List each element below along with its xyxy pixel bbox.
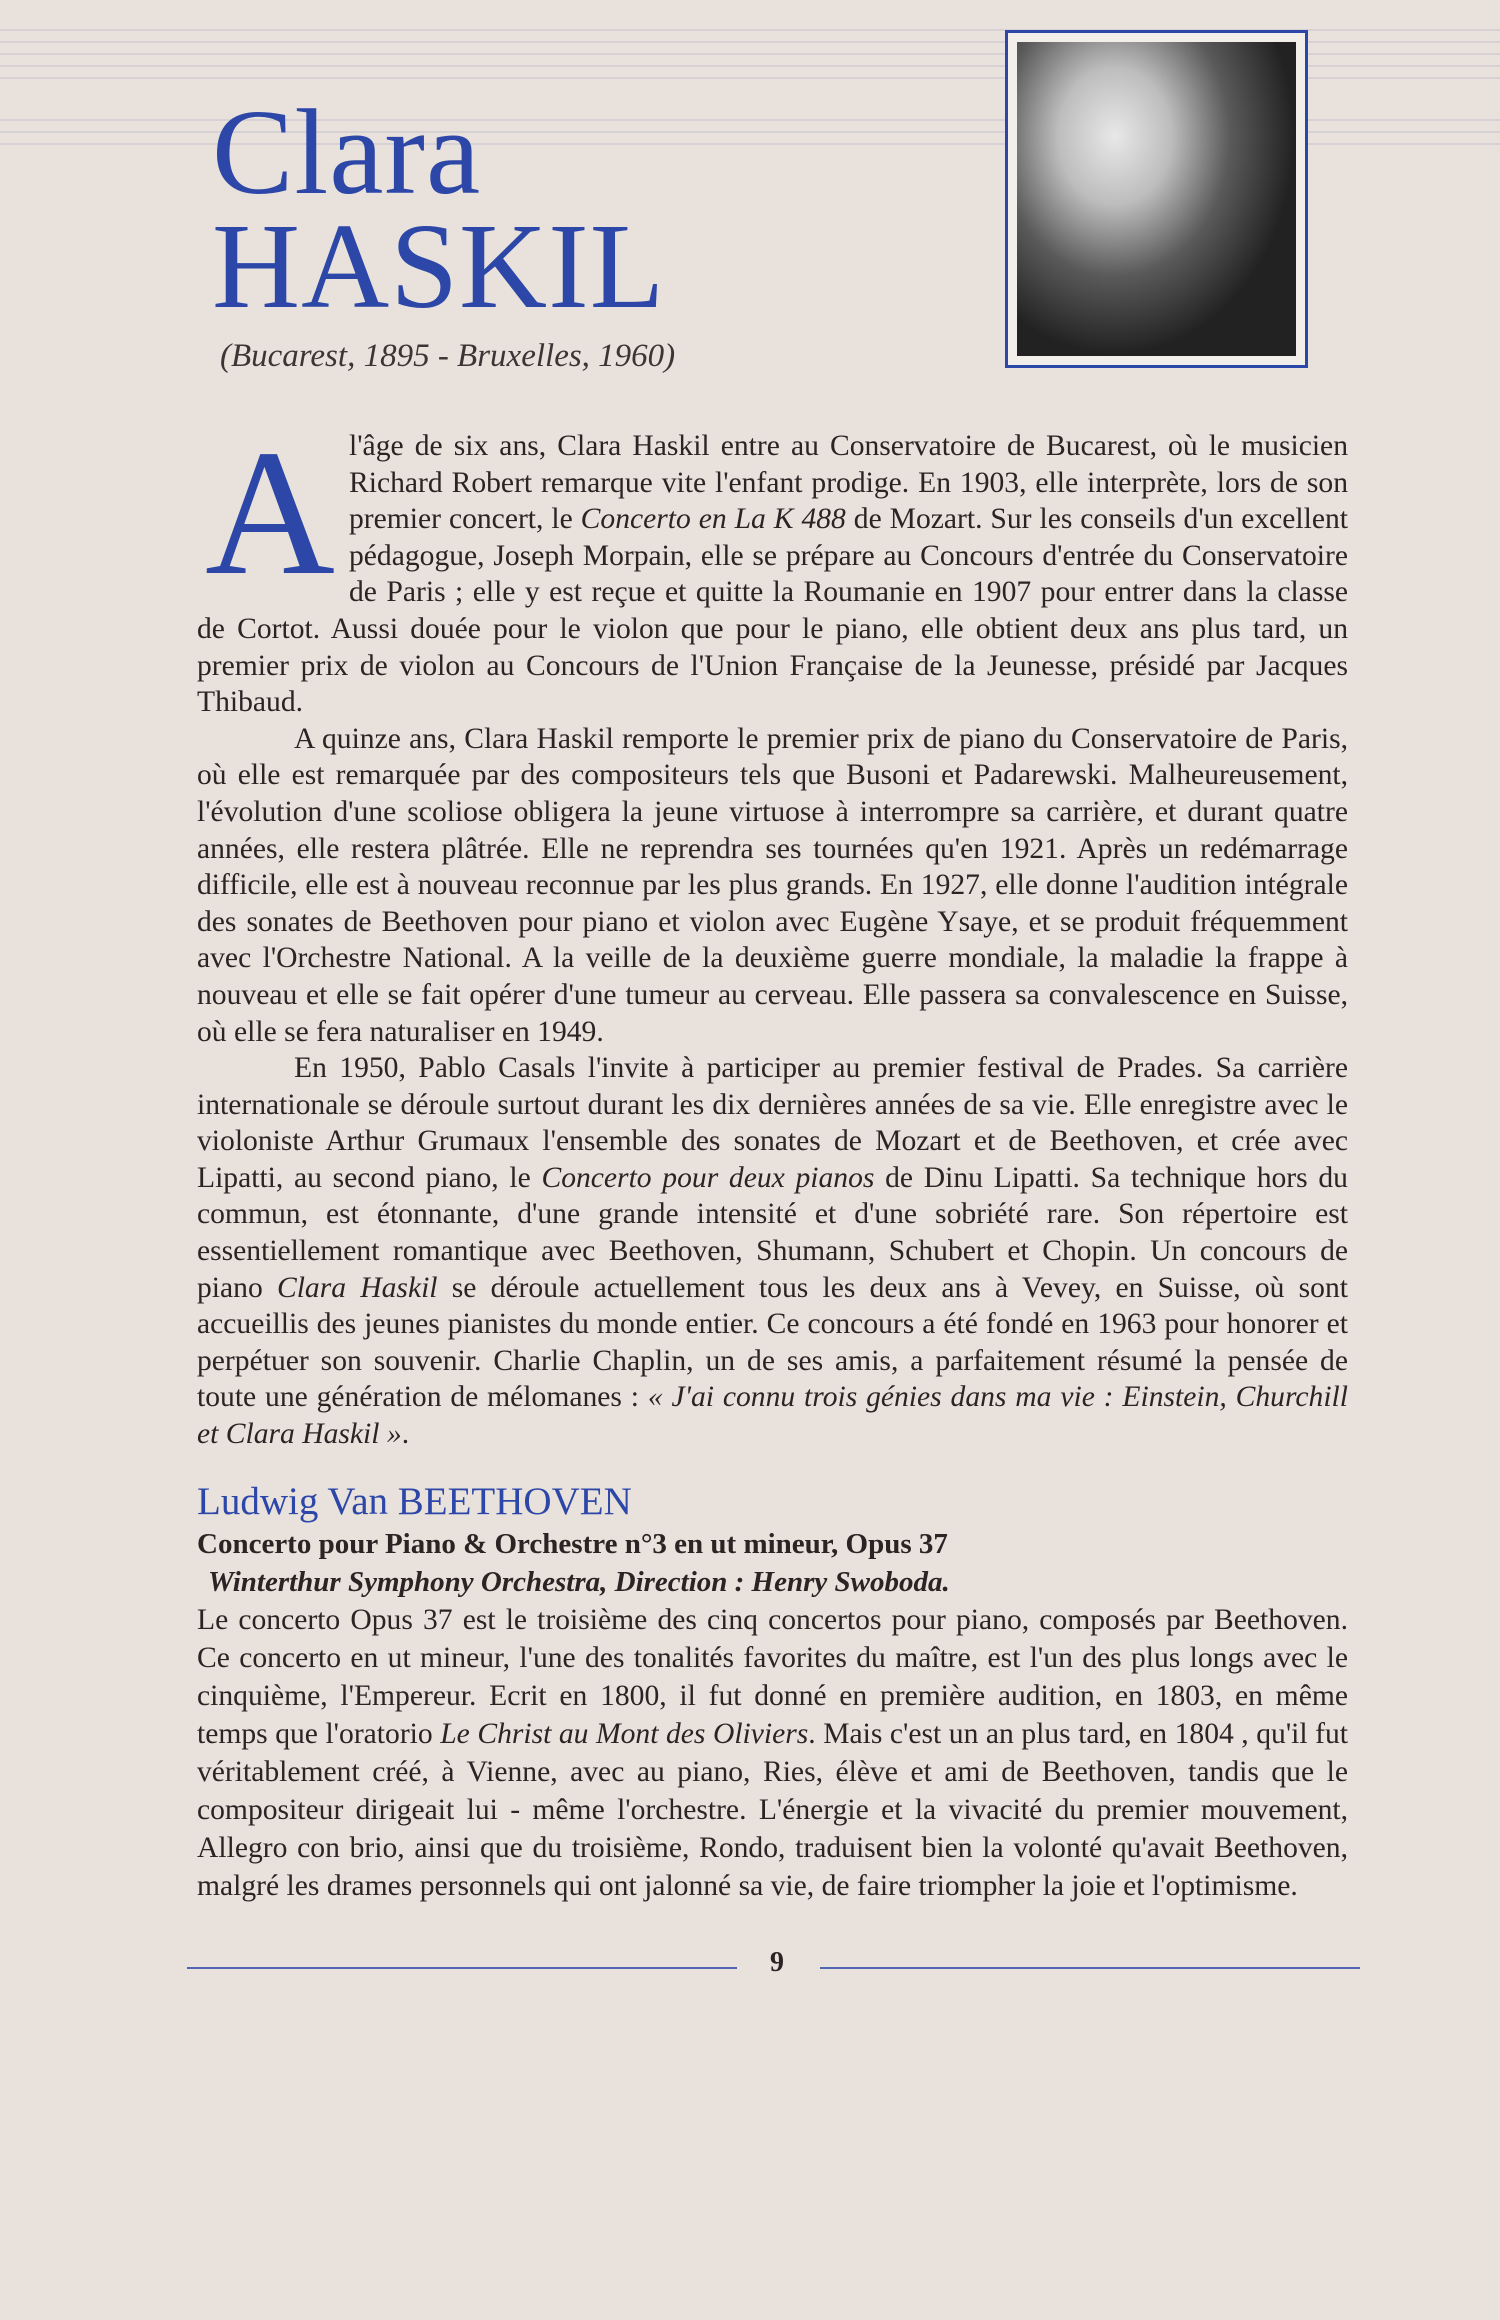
work-description xyxy=(197,1601,1348,1905)
main-column xyxy=(197,413,1348,2019)
footer-rule-left xyxy=(187,1967,737,1969)
composer-heading: Ludwig Van BEETHOVEN xyxy=(197,1479,632,1523)
bio-paragraph-2: A quinze ans, Clara Haskil remporte le premier prix de piano du Conservatoire de Paris, où elle est remarquée par des compositeurs tels que Busoni et Padarewski. Malheureusement, l'évolution d'une scoliose obligera la jeune virtuose à interrompre sa carrière, et durant quatre années, elle restera plâtrée. Elle ne reprendra ses tournées qu'en 1921. Après un redémarrage difficile, elle est à nouveau reconnue par les plus grands. En 1927, elle donne l'audition intégrale des sonates de Beethoven pour piano et violon avec Eugène Ysaye, et se produit fréquemment avec l'Orchestre National. A la veille de la deuxième guerre mondiale, la maladie la frappe à nouveau et elle se fait opérer d'une tumeur au cerveau. Elle passera sa convalescence en Suisse, où elle se fera naturaliser en 1949. xyxy=(197,722,1348,1048)
bio-paragraph-1 xyxy=(197,413,1348,721)
page-footer xyxy=(197,1945,1348,2019)
birth-death-dates: (Bucarest, 1895 - Bruxelles, 1960) xyxy=(220,338,676,374)
performers: Winterthur Symphony Orchestra, Direction : Henry Swoboda. xyxy=(208,1565,950,1598)
work-title: Concerto pour deux pianos xyxy=(541,1161,875,1194)
text: . Mais c'est un an plus tard, en 1804 , qu'il fut véritablement créé, à Vienne, avec au piano, Ries, élève et ami de Beethoven, tandis que le compositeur dirigeait lui - même l'orchestre. L'énergie et la vivacité du premier mouvement, Allegro con brio, ainsi que du troisième, Rondo, traduisent bien la volonté qu'avait Beethoven, malgré les drames personnels qui ont jalonné sa vie, de faire triompher la joie et l'optimisme. xyxy=(197,1717,1348,1902)
work-title-heading: Concerto pour Piano & Orchestre n°3 en ut mineur, Opus 37 xyxy=(197,1527,948,1560)
work-title: Concerto en La K 488 xyxy=(580,503,846,536)
bio-paragraph-3 xyxy=(197,1050,1348,1453)
title-last-name: HASKIL xyxy=(212,199,666,334)
title-first-name: Clara xyxy=(212,85,482,220)
portrait-photo xyxy=(1005,30,1308,368)
text: de Mozart. Sur les conseils d'un excellent pédagogue, Joseph Morpain, elle se prépare au Concours d'entrée du Conservatoire de Paris ; elle y est reçue et quitte la Roumanie en 1907 pour entrer dans la classe de Cortot. Aussi douée pour le violon que pour le piano, elle obtient deux ans plus tard, un premier prix de violon au Concours de l'Union Française de la Jeunesse, présidé par Jacques Thibaud. xyxy=(197,503,1348,719)
text: l'âge de six ans, Clara Haskil entre au Conservatoire de Bucarest, où le musicien Richard Robert remarque vite l'enfant prodige. En 1903, elle interprète, lors de son premier concert, le xyxy=(349,430,1348,536)
text: Le concerto Opus 37 est le troisième des cinq concertos pour piano, composés par Beethoven. Ce concerto en ut mineur, l'une des tonalités favorites du maître, est l'un des plus longs avec le cinquième, l'Empereur. Ecrit en 1800, il fut donné en première audition, en 1803, en même temps que l'oratorio xyxy=(197,1603,1348,1750)
oratorio-title: Le Christ au Mont des Oliviers xyxy=(440,1717,809,1750)
text: se déroule actuellement tous les deux ans à Vevey, en Suisse, où sont accueillis des jeunes pianistes du monde entier. Ce concours a été fondé en 1963 pour honorer et perpétuer son souvenir. Charlie Chaplin, un de ses amis, a parfaitement résumé la pensée de toute une génération de mélomanes : xyxy=(197,1271,1348,1414)
biography xyxy=(197,413,1348,1453)
competition-name: Clara Haskil xyxy=(276,1271,438,1304)
text: En 1950, Pablo Casals l'invite à participer au premier festival de Prades. Sa carrière internationale se déroule surtout durant les dix dernières années de sa vie. Elle enregistre avec le violoniste Arthur Grumaux l'ensemble des sonates de Mozart et de Beethoven, et crée avec Lipatti, au second piano, le xyxy=(197,1052,1348,1194)
portrait-image xyxy=(1017,42,1296,356)
text: de Dinu Lipatti. Sa technique hors du commun, est étonnante, d'une grande intensité et d'une sobriété rare. Son répertoire est essentiellement romantique avec Beethoven, Shumann, Schubert et Chopin. Un concours de piano xyxy=(197,1161,1348,1304)
page-number: 9 xyxy=(770,1946,784,1978)
drop-cap: A xyxy=(205,413,335,612)
text: . xyxy=(401,1418,410,1451)
footer-rule-right xyxy=(820,1967,1360,1969)
chaplin-quote: « J'ai connu trois génies dans ma vie : Einstein, Churchill et Clara Haskil » xyxy=(197,1381,1348,1451)
